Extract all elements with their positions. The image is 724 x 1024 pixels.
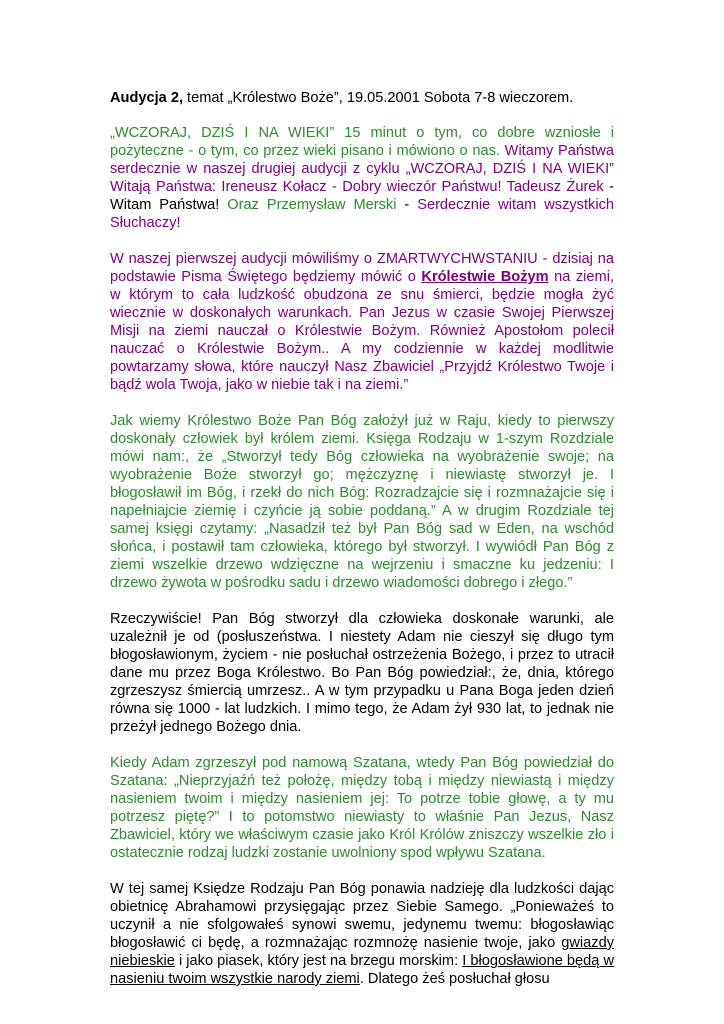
kingdom-paragraph: [110, 250, 614, 394]
kingdom-keyword: Królestwie Bożym: [421, 269, 549, 285]
intro-text-green: „WCZORAJ, DZIŚ I NA WIEKI” 15 minut o tym, co dobre wzniosłe i pożyteczne - o tym, co przez wieki pisano i mówiono o nas.: [110, 125, 614, 159]
kingdom-text-start: W naszej pierwszej audycji mówiliśmy o ZMARTWYCHWSTANIU - dzisiaj na podstawie Pisma Świętego będziemy mówić o: [110, 251, 614, 285]
intro-text-purple-2: Serdecznie witam wszystkich Słuchaczy!: [110, 197, 614, 231]
broadcast-heading: [110, 89, 614, 107]
kingdom-text-end: na ziemi, w którym to cała ludzkość obudzona ze snu śmierci, będzie mogła żyć wiecznie w doskonałych warunkach. Pan Jezus w czasie Swojej Pierwszej Misji na ziemi nauczał o Królestwie Bożym. Również Apostołom polecił nauczać o Królestwie Bożym.. A my codziennie w każdej modlitwie powtarzamy słowa, które nauczył Nasz Zbawiciel „Przyjdź Królestwo Twoje i bądź wola Twoja, jako w niebie tak i na ziemi.”: [110, 269, 614, 393]
abraham-underline-stars: gwiazdy niebieskie: [110, 935, 614, 969]
abraham-paragraph: [110, 880, 614, 988]
satan-paragraph: Kiedy Adam zgrzeszył pod namową Szatana, wtedy Pan Bóg powiedział do Szatana: „Nieprzyjaźń też położę, między tobą i między niewiastą i między nasieniem twoim i między nasieniem jej: To potrze tobie głowę, a ty mu potrzesz piętę?” I to potomstwo niewiasty to właśnie Pan Jezus, Nasz Zbawiciel, który we właściwym czasie jako Król Królów zniszczy wszelkie zło i ostatecznie rodzaj ludzki zostanie uwolniony spod wpływu Szatana.: [110, 755, 614, 861]
heading-details: temat „Królestwo Boże”, 19.05.2001 Sobota 7-8 wieczorem.: [183, 90, 574, 106]
intro-text-green-2: Oraz Przemysław Merski: [219, 197, 405, 213]
intro-text-purple: Witamy Państwa serdecznie w naszej drugiej audycji z cyklu „WCZORAJ, DZIŚ I NA WIEKI” Witają Państwa: Ireneusz Kołacz - Dobry wieczór Państwu! Tadeusz Żurek: [110, 143, 614, 195]
intro-text-black: - Witam Państwa!: [110, 179, 614, 213]
abraham-underline-blessing: I błogosławione będą w nasieniu twoim wszystkie narody ziemi: [110, 953, 614, 987]
intro-paragraph: [110, 124, 614, 232]
abraham-text-start: W tej samej Księdze Rodzaju Pan Bóg ponawia nadzieję dla ludzkości dając obietnicę Abrahamowi przysięgając przez Siebie Samego. „Ponieważeś to uczynił a nie sfolgowałeś synowi swemu, jedynemu twemu: błogosławiąc błogosławić ci będę, a rozmnażając rozmnożę nasienie twoje, jako: [110, 881, 614, 951]
heading-label: Audycja 2,: [110, 90, 183, 106]
abraham-text-mid: i jako piasek, który jest na brzegu morskim:: [174, 953, 463, 969]
abraham-text-end: . Dlatego żeś posłuchał głosu: [359, 971, 550, 987]
adam-paragraph: Rzeczywiście! Pan Bóg stworzył dla człowieka doskonałe warunki, ale uzależnił je od (posłuszeństwa. I niestety Adam nie cieszył się długo tym błogosławionym, życiem - nie posłuchał ostrzeżenia Bożego, i przez to utracił dane mu przez Boga Królestwo. Bo Pan Bóg powiedział:, że, dnia, którego zgrzeszysz śmiercią umrzesz.. A w tym przypadku u Pana Boga jeden dzień równa się 1000 - lat ludzkich. I mimo tego, że Adam żył 930 lat, to jednak nie przeżył jednego Bożego dnia.: [110, 611, 614, 735]
intro-text-dash: -: [404, 197, 410, 213]
genesis-paragraph: Jak wiemy Królestwo Boże Pan Bóg założył już w Raju, kiedy to pierwszy doskonały człowiek był królem ziemi. Księga Rodzaju w 1-szym Rozdziale mówi nam:, że „Stworzył tedy Bóg człowieka na wyobrażenie swoje; na wyobrażenie Boże stworzył go; mężczyznę i niewiastę stworzył je. I błogosławił im Bóg, i rzekł do nich Bóg: Rozradzajcie się i rozmnażajcie się i napełniajcie ziemię i czyńcie ją sobie poddaną.” A w drugim Rozdziale tej samej księgi czytamy: „Nasadził też był Pan Bóg sad w Eden, na wschód słońca, i postawił tam człowieka, którego był stworzył. I wywiódł Pan Bóg z ziemi wszelkie drzewo wdzięczne na wejrzeniu i smaczne ku jedzeniu: I drzewo żywota w pośrodku sadu i drzewo wiadomości dobrego i złego.”: [110, 413, 614, 591]
